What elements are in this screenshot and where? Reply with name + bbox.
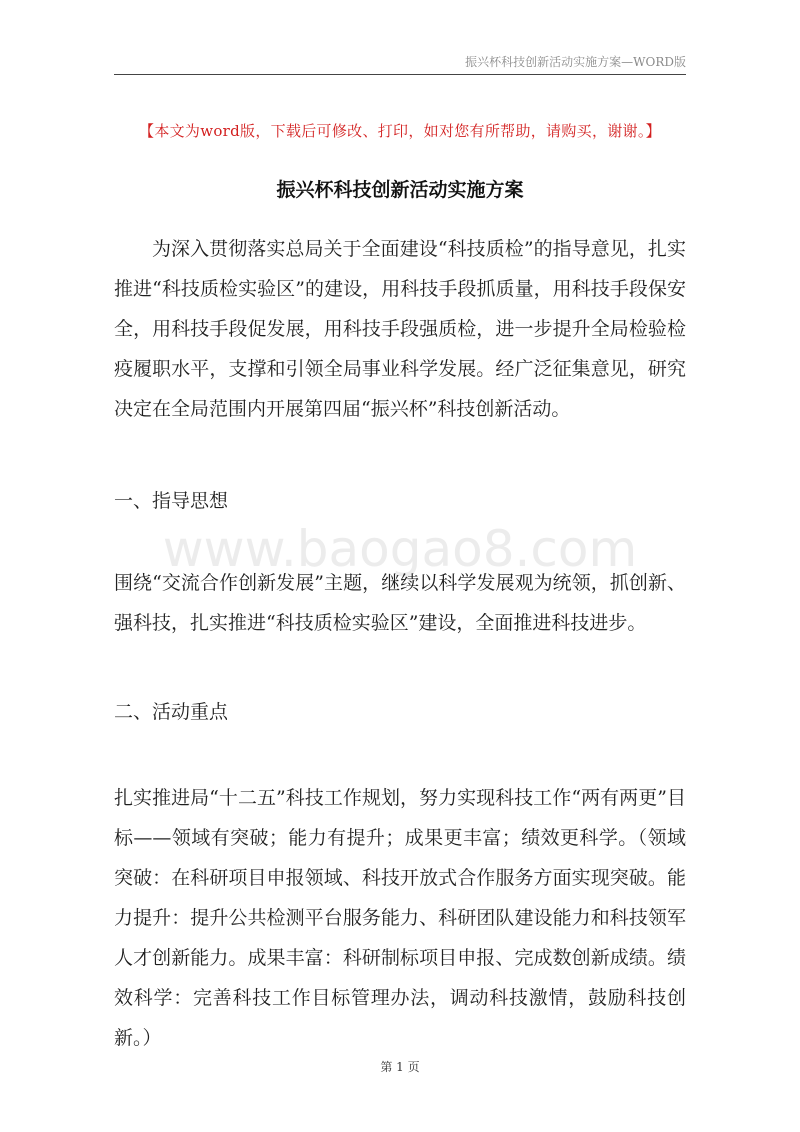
section-body-guiding-thought: 围绕“交流合作创新发展”主题，继续以科学发展观为统领，抓创新、强科技，扎实推进“科技质检实验区”建设，全面推进科技进步。 — [114, 572, 686, 634]
section-heading-guiding-thought: 一、指导思想 — [114, 490, 229, 512]
page-number: 第 1 页 — [380, 1060, 420, 1074]
section-heading-activity-focus: 二、活动重点 — [114, 701, 229, 723]
header-divider — [114, 74, 686, 75]
intro-paragraph: 为深入贯彻落实总局关于全面建设“科技质检”的指导意见，扎实推进“科技质检实验区”的建设，用科技手段抓质量，用科技手段保安全，用科技手段促发展，用科技手段强质检，进一步提升全局检验检疫履职水平，支撑和引领全局事业科学发展。经广泛征集意见，研究决定在全局范围内开展第四届“振兴杯”科技创新活动。 — [114, 238, 686, 420]
document-title: 振兴杯科技创新活动实施方案 — [276, 179, 524, 201]
running-header: 振兴杯科技创新活动实施方案—WORD版 — [465, 55, 686, 69]
watermark: www.baogao8.com — [162, 520, 638, 578]
download-notice: 【本文为word版，下载后可修改、打印，如对您有所帮助，请购买，谢谢。】 — [139, 122, 661, 140]
section-body-activity-focus: 扎实推进局“十二五”科技工作规划，努力实现科技工作“两有两更”目标——领域有突破；能力有提升；成果更丰富；绩效更科学。（领域突破：在科研项目申报领域、科技开放式合作服务方面实现突破。能力提升：提升公共检测平台服务能力、科研团队建设能力和科技领军人才创新能力。成果丰富：科研制标项目申报、完成数创新成绩。绩效科学：完善科技工作目标管理办法，调动科技激情，鼓励科技创新。） — [114, 787, 686, 1049]
